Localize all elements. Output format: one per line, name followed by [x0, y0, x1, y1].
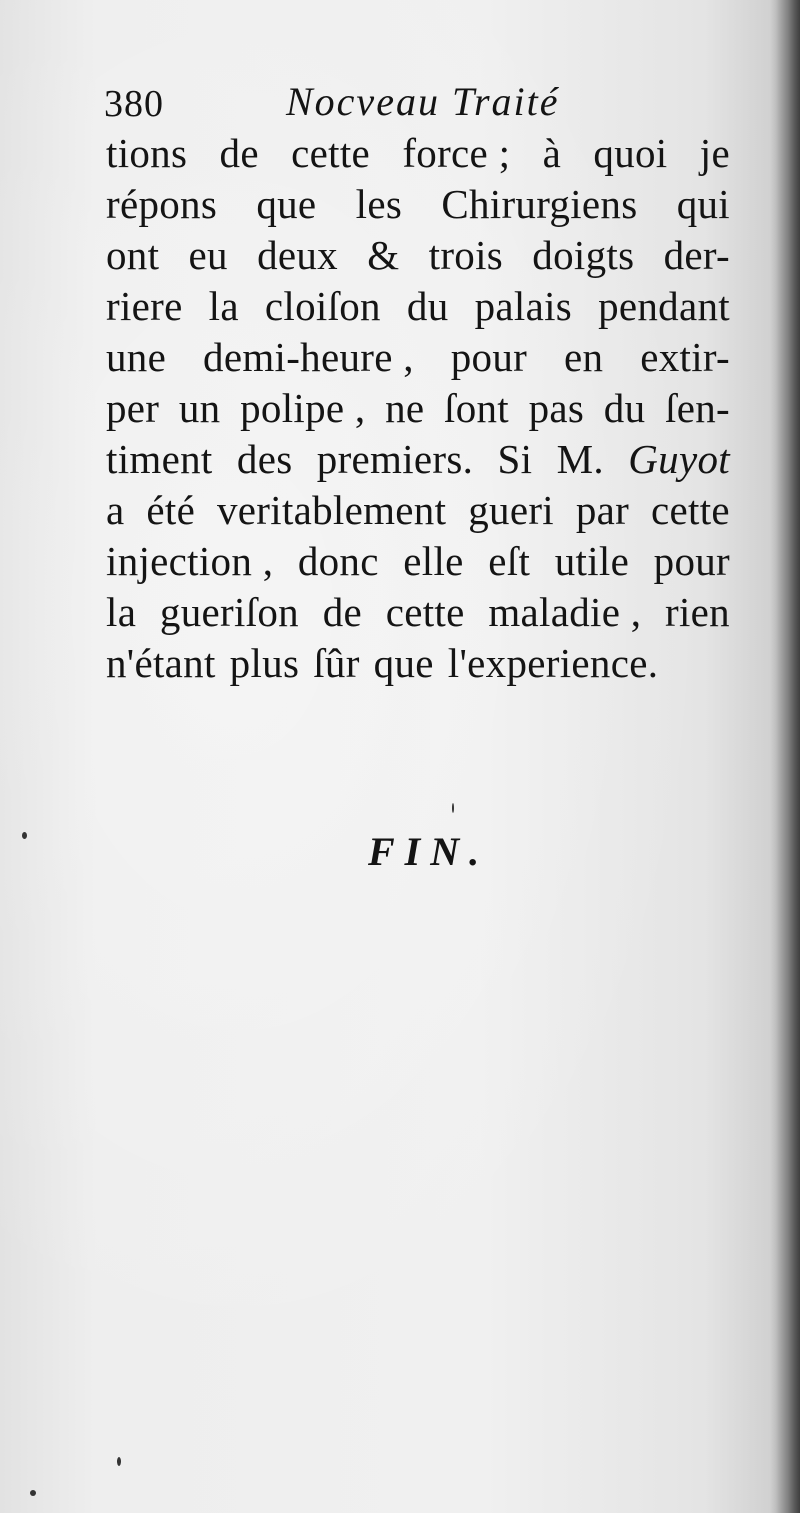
- word: pas: [528, 385, 585, 431]
- word: utile: [554, 538, 630, 584]
- word: les: [355, 181, 403, 227]
- word: ont: [106, 232, 160, 278]
- text-line: [106, 383, 730, 434]
- word: maladie ,: [488, 589, 642, 635]
- word: de: [219, 130, 259, 176]
- word: un: [178, 385, 221, 431]
- word: veritablement: [217, 487, 447, 533]
- word: qui: [676, 181, 730, 227]
- word: deux: [257, 232, 338, 278]
- word: ſûr: [313, 640, 360, 686]
- word: ne: [385, 385, 425, 431]
- running-head: [104, 78, 724, 128]
- body-text: [106, 128, 730, 689]
- word: gueriſon: [159, 589, 299, 635]
- word: eu: [188, 232, 228, 278]
- word: elle: [403, 538, 464, 584]
- word: cette: [651, 487, 730, 533]
- word: tions: [106, 130, 188, 176]
- word: que: [373, 640, 434, 686]
- word: extir-: [640, 334, 730, 380]
- text-line: [106, 536, 730, 587]
- word: la: [106, 589, 137, 635]
- word: du: [603, 385, 646, 431]
- word: une: [106, 334, 167, 380]
- word: je: [699, 130, 730, 176]
- text-line: [106, 638, 730, 689]
- ink-speck: [117, 1457, 121, 1466]
- word: l'experience.: [447, 640, 659, 686]
- word: de: [322, 589, 362, 635]
- running-head-title: Nocveau Traité: [286, 79, 560, 124]
- word: pour: [450, 334, 528, 380]
- word: répons: [106, 181, 218, 227]
- text-line: [106, 128, 730, 179]
- word: la: [208, 283, 239, 329]
- word: pour: [653, 538, 730, 584]
- word: du: [406, 283, 449, 329]
- end-mark: FIN.: [368, 829, 490, 874]
- word: rien: [665, 589, 730, 635]
- word: polipe ,: [240, 385, 366, 431]
- word: cette: [291, 130, 371, 176]
- text-line: [106, 485, 730, 536]
- ink-speck: [22, 832, 27, 839]
- word: doigts: [532, 232, 635, 278]
- word: injection ,: [106, 538, 274, 584]
- word: a: [106, 487, 125, 533]
- text-line: [106, 434, 730, 485]
- word: premiers.: [316, 436, 474, 482]
- text-line: [106, 230, 730, 281]
- word: force ;: [402, 130, 511, 176]
- page-edge-shadow: [770, 0, 800, 1513]
- word: der-: [663, 232, 730, 278]
- word: des: [236, 436, 293, 482]
- word: n'étant: [106, 640, 216, 686]
- word: timent: [106, 436, 213, 482]
- word: par: [575, 487, 630, 533]
- ink-speck: [30, 1490, 36, 1496]
- word: M.: [556, 436, 604, 482]
- word: &: [367, 232, 400, 278]
- word: palais: [474, 283, 573, 329]
- word: quoi: [593, 130, 668, 176]
- word: ſen-: [665, 385, 730, 431]
- word: plus: [229, 640, 300, 686]
- word: que: [256, 181, 317, 227]
- word: cloiſon: [264, 283, 381, 329]
- word: été: [146, 487, 196, 533]
- word: pendant: [598, 283, 730, 329]
- word: en: [563, 334, 604, 380]
- ink-speck: [452, 803, 454, 813]
- text-line: [106, 587, 730, 638]
- text-line: [106, 281, 730, 332]
- word: cette: [385, 589, 465, 635]
- word: gueri: [468, 487, 554, 533]
- word: riere: [106, 283, 183, 329]
- word: trois: [428, 232, 504, 278]
- word: demi-heure ,: [203, 334, 414, 380]
- word: per: [106, 385, 160, 431]
- text-line: [106, 332, 730, 383]
- word: donc: [297, 538, 379, 584]
- word: Si: [497, 436, 533, 482]
- word: Guyot: [628, 436, 730, 482]
- text-line: [106, 179, 730, 230]
- word: à: [542, 130, 562, 176]
- page-number: 380: [104, 83, 164, 125]
- word: eſt: [488, 538, 531, 584]
- word: Chirurgiens: [441, 181, 638, 227]
- word: ſont: [444, 385, 509, 431]
